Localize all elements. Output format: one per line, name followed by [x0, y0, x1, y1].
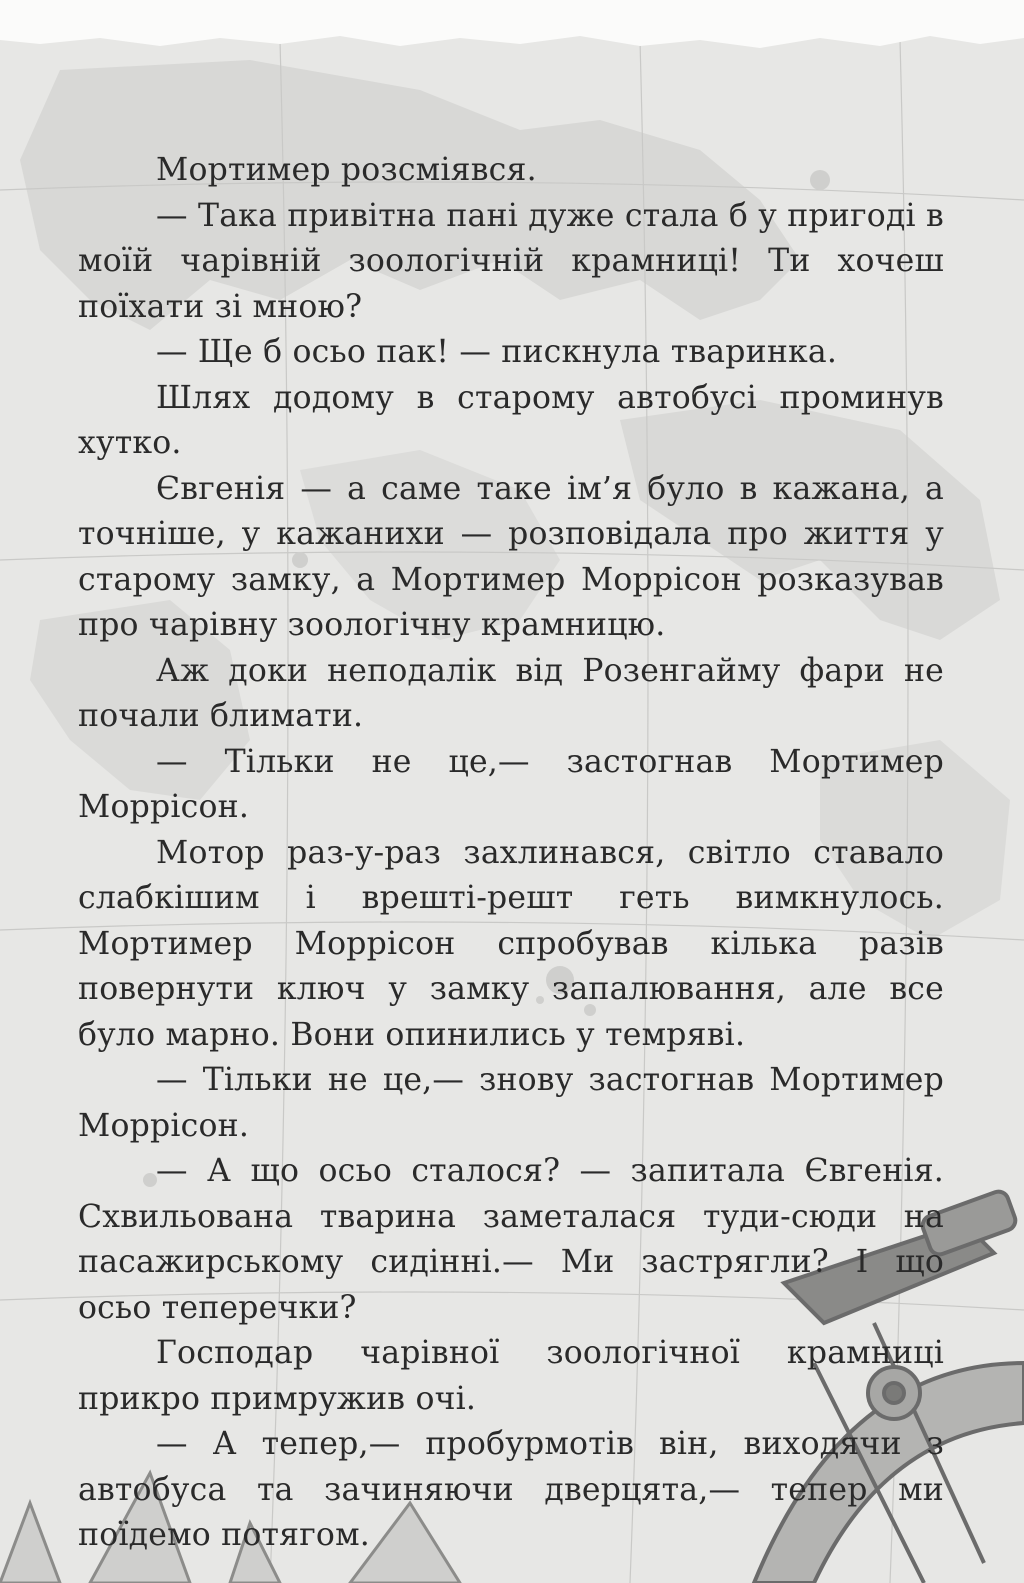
paragraph: — А тепер,— пробурмотів він, виходячи з автобуса та зачиняючи дверцята,— тепер ми поїдемо потягом. — [78, 1426, 944, 1553]
paragraph: Господар чарівної зоологічної крамниці прикро примружив очі. — [78, 1335, 944, 1417]
paragraph: Шлях додому в старому автобусі проминув хутко. — [78, 379, 944, 461]
paragraph: Мотор раз-у-раз захлинався, світло ставало слабкішим і врешті-решт геть вимкнулось. Мортимер Моррісон спробував кілька разів повернути ключ у замку запалювання, але все було марно. Вони опинились у темряві. — [78, 834, 944, 1053]
story-text — [78, 148, 944, 1559]
paragraph: — Така привітна пані дуже стала б у пригоді в моїй чарівній зоологічній крамниці! Ти хочеш поїхати зі мною? — [78, 197, 944, 325]
torn-paper-edge — [0, 0, 1024, 60]
paragraph: Мортимер розсміявся. — [156, 152, 537, 188]
paragraph: — А що осьо сталося? — запитала Євгенія. Схвильована тварина заметалася туди-сюди на пасажирському сидінні.— Ми застрягли? І що осьо теперечки? — [78, 1153, 944, 1326]
paragraph: — Ще б осьо пак! — пискнула тваринка. — [156, 334, 838, 370]
paragraph: Аж доки неподалік від Розенгайму фари не почали блимати. — [78, 652, 944, 734]
paragraph: — Тільки не це,— знову застогнав Мортимер Моррісон. — [78, 1062, 944, 1144]
paragraph: Євгенія — а саме таке ім’я було в кажана, а точніше, у кажанихи — розповідала про життя у старому замку, а Мортимер Моррісон розказував про чарівну зоологічну крамницю. — [78, 470, 944, 643]
paragraph: — Тільки не це,— застогнав Мортимер Моррісон. — [78, 743, 944, 825]
